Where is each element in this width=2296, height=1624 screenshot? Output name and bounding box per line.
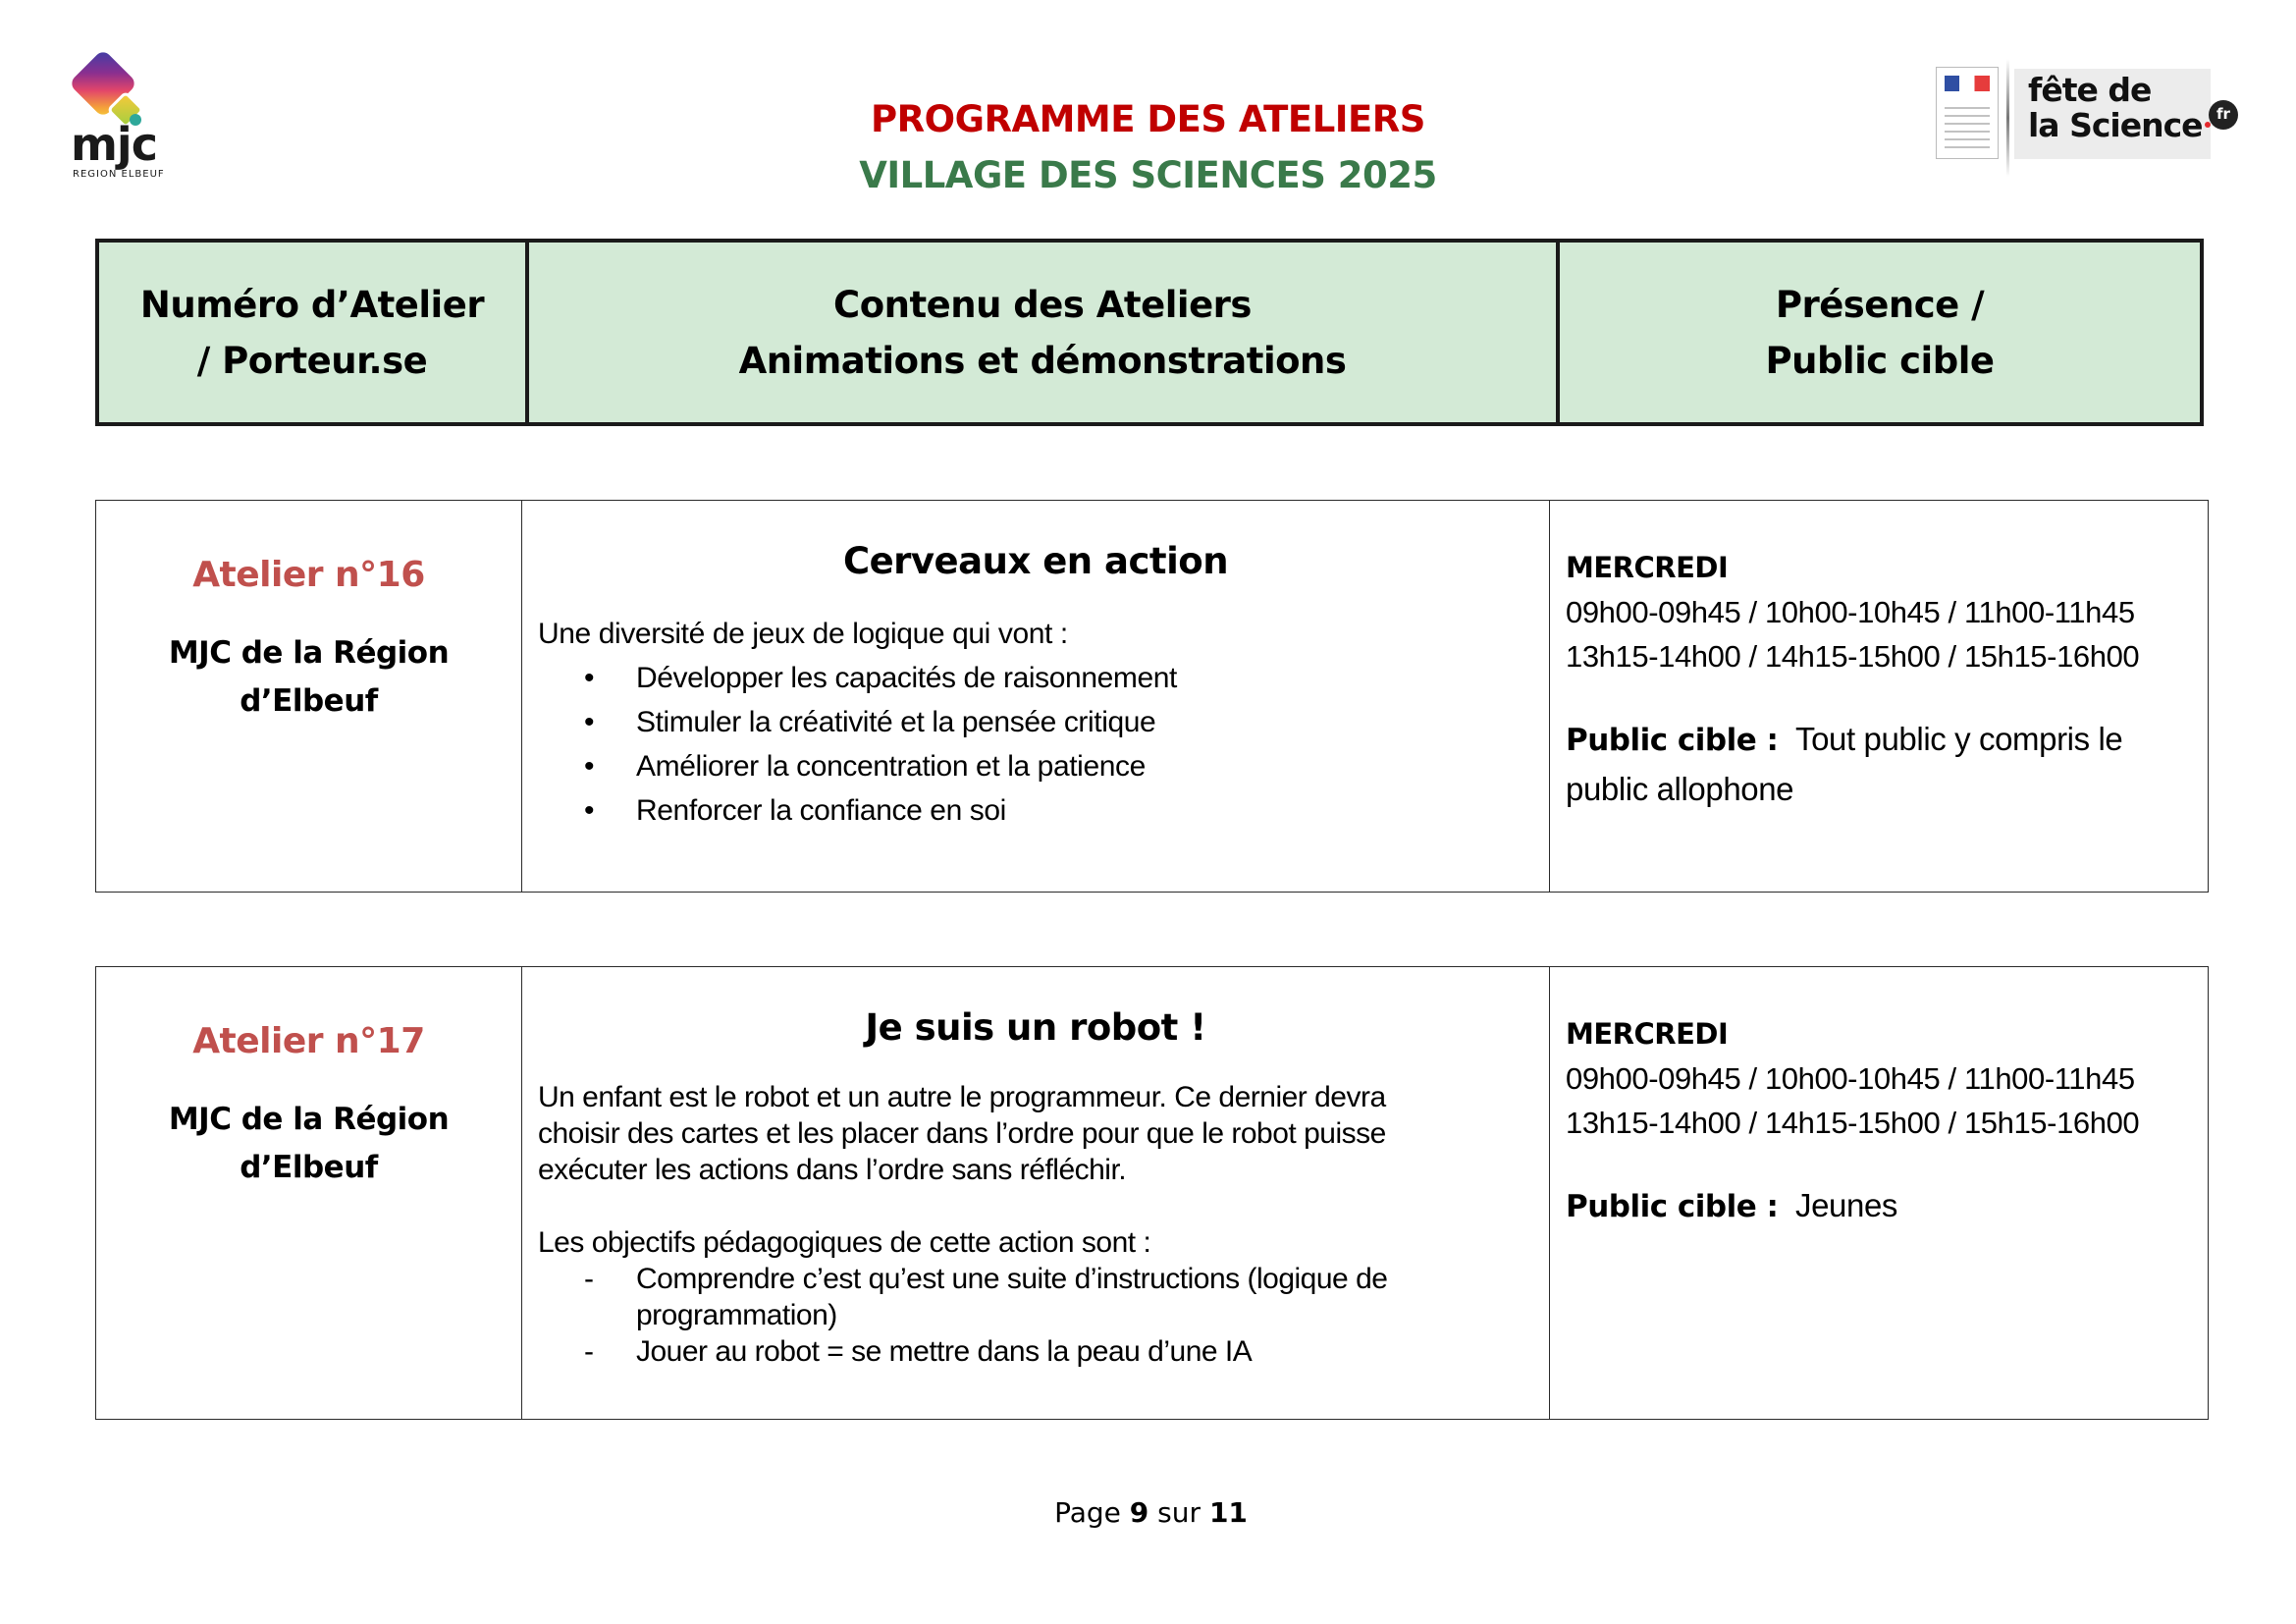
atelier-17-organizer-line1: MJC de la Région [168,1102,450,1137]
atelier-16-number: Atelier n°16 [192,555,425,595]
fete-science-line1: fête de [2028,71,2152,109]
list-item-text: Comprendre c’est qu’est une suite d’instructions (logique de programmation) [636,1263,1388,1331]
list-item [538,788,1549,833]
mjc-logo-subtitle: REGION ELBEUF [73,169,165,180]
atelier-16-day: MERCREDI [1566,551,1729,584]
list-item [538,656,1549,700]
atelier-17-organizer-line2: d’Elbeuf [240,1150,378,1185]
mjc-logo-wordmark: mjc [71,118,157,171]
public-value: Jeunes [1794,1187,1897,1223]
atelier-17-schedule [1566,1012,2208,1231]
column-header-atelier-line1: Numéro d’Atelier [139,283,485,326]
atelier-17-description [538,1079,1549,1370]
column-header-atelier-line2: / Porteur.se [196,339,428,382]
atelier-17-description-line: exécuter les actions dans l’ordre sans réfléchir. [538,1154,1127,1186]
public-value: Tout public y compris le public allophone [1566,721,2123,807]
column-header-presence [1558,241,2202,424]
atelier-17-slots-morning: 09h00-09h45 / 10h00-10h45 / 11h00-11h45 [1566,1061,2135,1096]
atelier-16-presence-cell [1550,501,2209,893]
atelier-17-objectives-list [538,1261,1392,1370]
page-title [0,98,2296,140]
atelier-row-16 [95,500,2209,893]
page-sur: sur [1157,1496,1201,1529]
list-item-text: Développer les capacités de raisonnement [636,662,1177,694]
bullet-dot-icon: • [584,662,595,694]
list-item-text: Stimuler la créativité et la pensée critique [636,706,1156,738]
atelier-17-description-line: Un enfant est le robot et un autre le programmeur. Ce dernier devra [538,1081,1386,1113]
atelier-16-organizer-line2: d’Elbeuf [240,683,378,719]
atelier-16-organizer-line1: MJC de la Région [168,635,450,671]
column-header-presence-line2: Public cible [1765,339,1995,382]
page-subtitle: VILLAGE DES SCIENCES 2025 [859,154,1437,196]
list-item-text: Renforcer la confiance en soi [636,794,1006,827]
public-label: Public cible : [1566,1189,1779,1224]
atelier-row-17 [95,966,2209,1420]
public-label: Public cible : [1566,723,1779,758]
bullet-dot-icon: • [584,794,595,827]
french-flag-icon [1945,76,1990,91]
atelier-17-content-cell [522,967,1550,1420]
page-number [1054,1496,1248,1529]
atelier-17-slots-afternoon: 13h15-14h00 / 14h15-15h00 / 15h15-16h00 [1566,1106,2140,1140]
fr-badge-icon: fr [2209,100,2238,130]
page-footer [0,1496,2296,1529]
atelier-17-organizer [96,1096,521,1192]
column-header-table [95,239,2204,426]
atelier-16-title: Cerveaux en action [842,540,1229,582]
list-item [538,700,1549,744]
fete-science-line2: la Science [2028,106,2203,144]
atelier-16-description [538,612,1549,833]
atelier-16-content-cell [522,501,1550,893]
list-item [538,744,1549,788]
atelier-17-day: MERCREDI [1566,1017,1729,1051]
atelier-16-slots-afternoon: 13h15-14h00 / 14h15-15h00 / 15h15-16h00 [1566,639,2140,674]
dash-bullet-icon: - [584,1263,594,1295]
atelier-17-id-cell [96,967,522,1420]
atelier-17-description-line: choisir des cartes et les placer dans l’ordre pour que le robot puisse [538,1117,1386,1150]
atelier-16-id-cell [96,501,522,893]
column-header-presence-line1: Présence / [1775,283,1985,326]
column-header-contenu [527,241,1558,424]
list-item [538,1261,1392,1333]
bullet-dot-icon: • [584,750,595,783]
atelier-16-slots-morning: 09h00-09h45 / 10h00-10h45 / 11h00-11h45 [1566,595,2135,629]
atelier-16-schedule [1566,546,2208,813]
atelier-16-organizer [96,629,521,726]
list-item-text: Jouer au robot = se mettre dans la peau d’une IA [636,1335,1253,1368]
atelier-16-goals-list [538,656,1549,833]
page-title-text: PROGRAMME DES ATELIERS [871,98,1425,140]
atelier-17-objectives-intro: Les objectifs pédagogiques de cette action sont : [538,1226,1151,1259]
dash-bullet-icon: - [584,1335,594,1368]
atelier-17-public [1566,1181,2155,1231]
atelier-17-number: Atelier n°17 [192,1021,425,1061]
bullet-dot-icon: • [584,706,595,738]
list-item-text: Améliorer la concentration et la patience [636,750,1146,783]
page-total: 11 [1208,1496,1248,1529]
atelier-16-intro: Une diversité de jeux de logique qui vont : [538,618,1068,650]
column-header-atelier [97,241,527,424]
column-header-contenu-line1: Contenu des Ateliers [833,283,1252,326]
list-item [538,1333,1392,1370]
column-header-contenu-line2: Animations et démonstrations [738,339,1347,382]
atelier-16-public [1566,715,2155,813]
page-prefix: Page [1054,1496,1121,1529]
atelier-17-presence-cell [1550,967,2209,1420]
page-current: 9 [1129,1496,1149,1529]
atelier-17-title: Je suis un robot ! [865,1006,1206,1049]
